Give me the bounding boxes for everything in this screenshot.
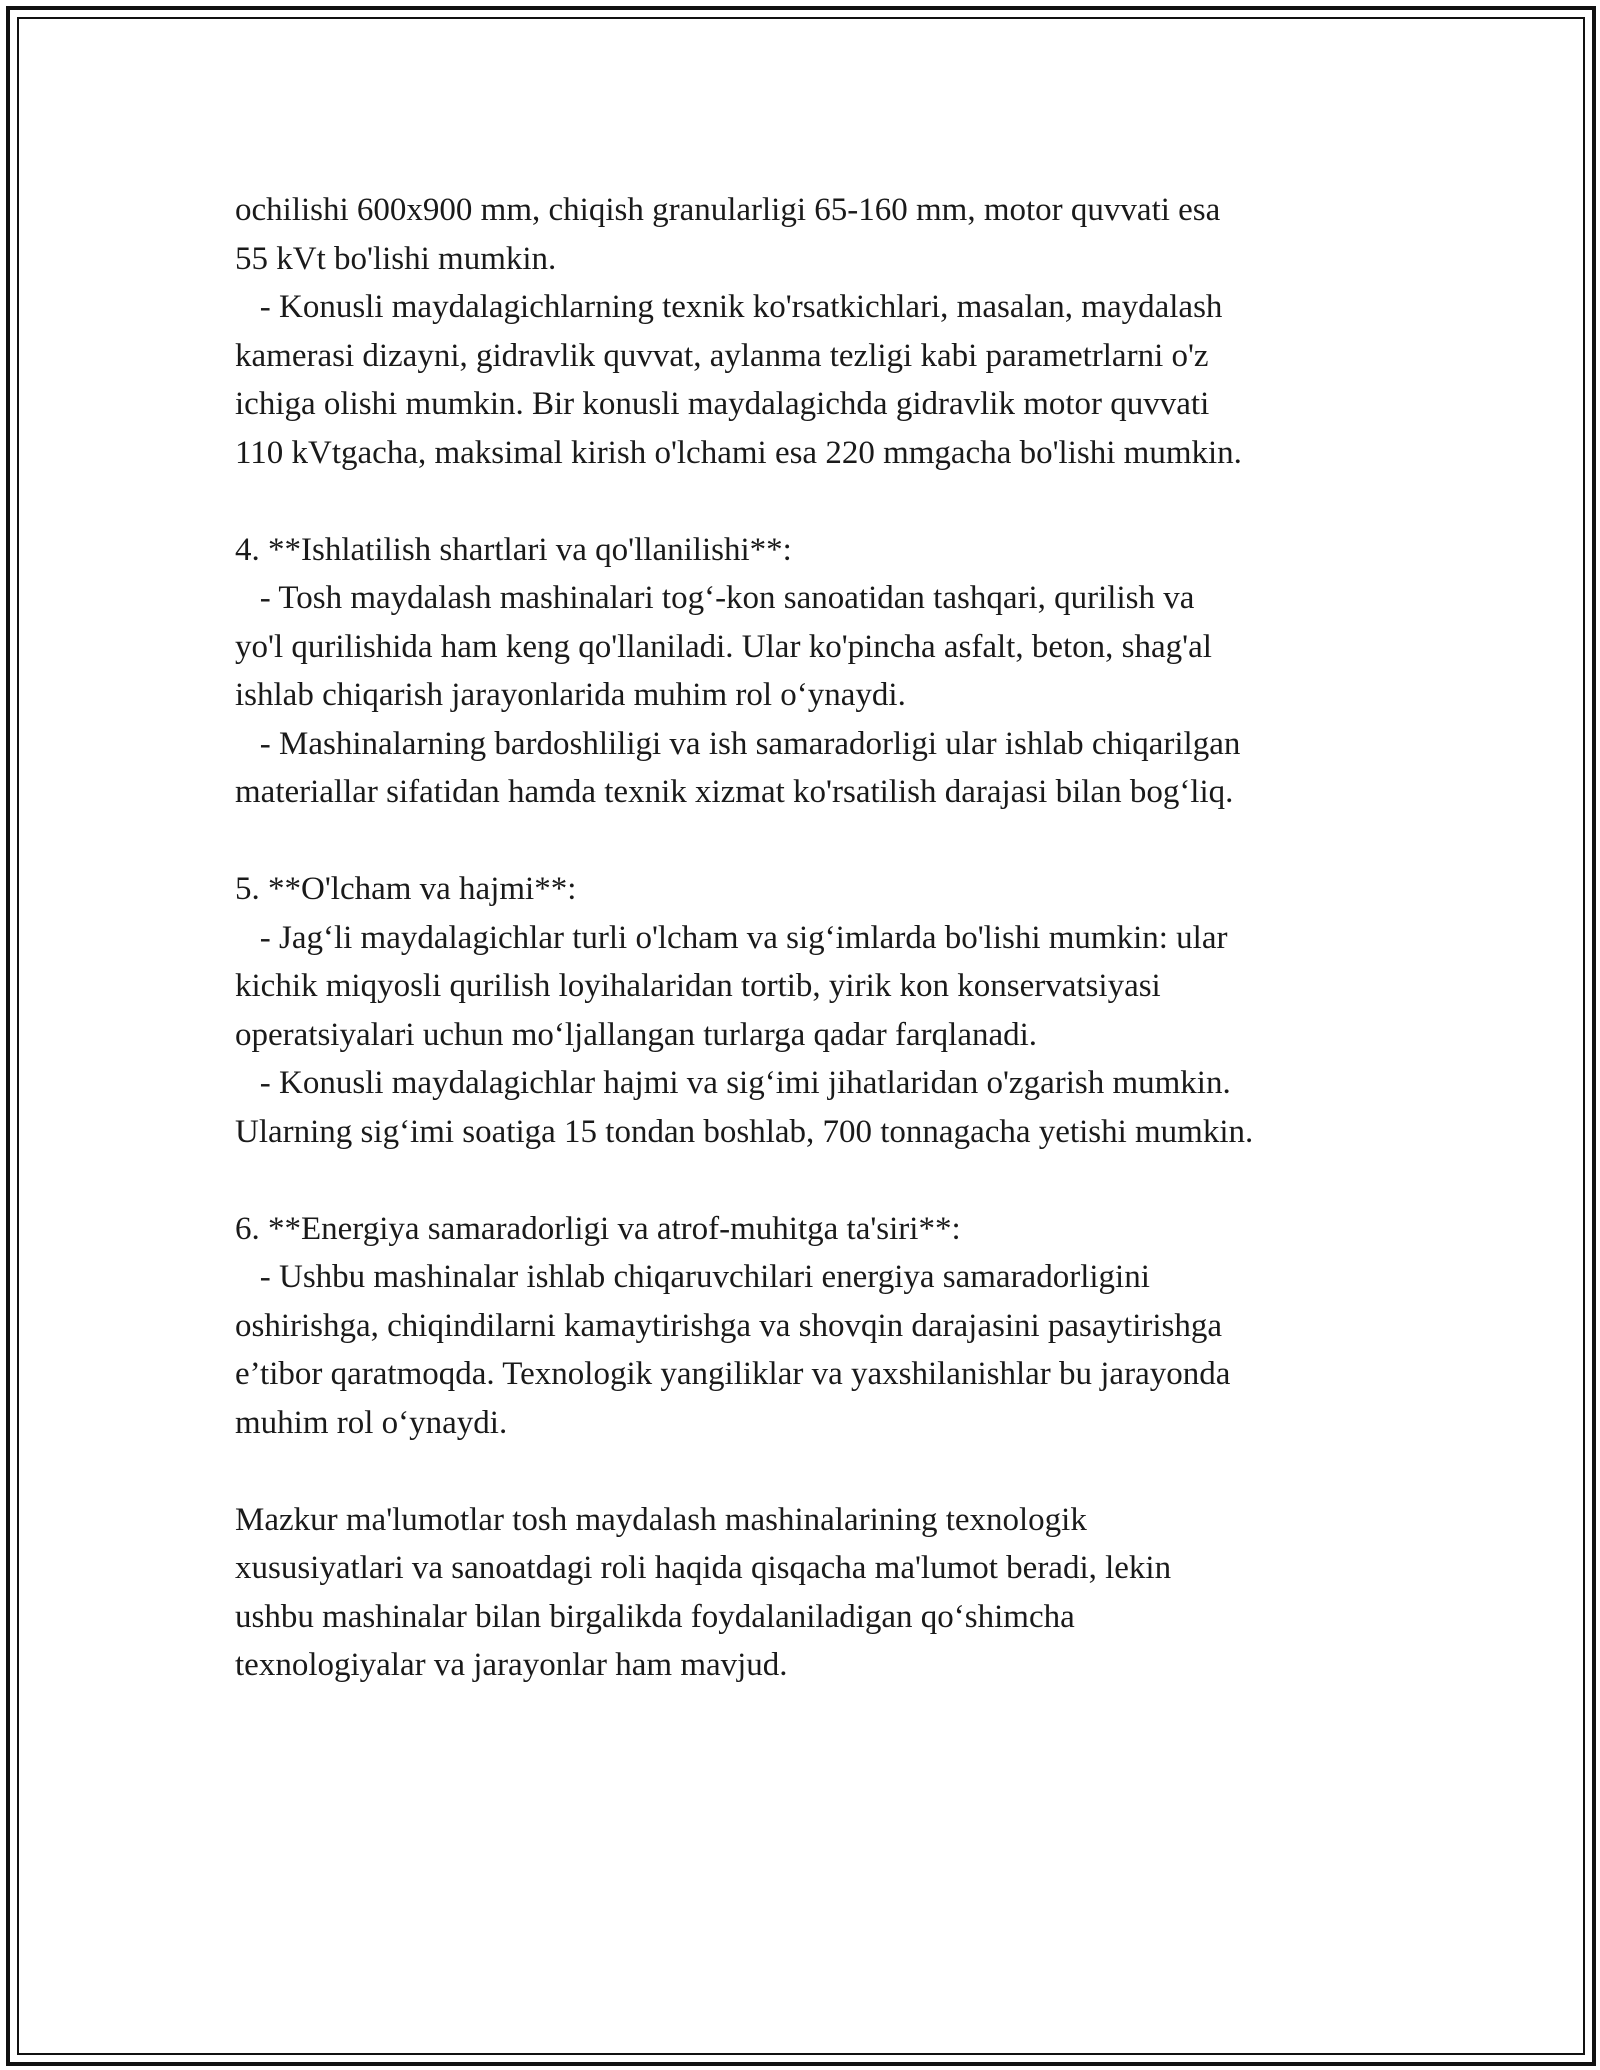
text-line: - Konusli maydalagichlar hajmi va sig‘imi jihatlaridan o'zgarish mumkin.: [235, 1065, 1231, 1101]
text-line: yo'l qurilishida ham keng qo'llaniladi. Ular ko'pincha asfalt, beton, shag'al: [235, 628, 1212, 665]
text-line: - Tosh maydalash mashinalari tog‘-kon sanoatidan tashqari, qurilish va: [235, 580, 1195, 616]
text-line: Mazkur ma'lumotlar tosh maydalash mashinalarining texnologik: [235, 1501, 1087, 1538]
text-line: 55 kVt bo'lishi mumkin.: [235, 240, 557, 277]
section-size-volume: [235, 865, 1405, 1156]
text-line: xususiyatlari va sanoatdagi roli haqida qisqacha ma'lumot beradi, lekin: [235, 1550, 1172, 1586]
text-line: e’tibor qaratmoqda. Texnologik yangiliklar va yaxshilanishlar bu jarayonda: [235, 1356, 1231, 1392]
text-line: - Jag‘li maydalagichlar turli o'lcham va sig‘imlarda bo'lishi mumkin: ular: [235, 919, 1228, 956]
paragraph-gap: [235, 817, 1405, 866]
text-line: oshirishga, chiqindilarni kamaytirishga va shovqin darajasini pasaytirishga: [235, 1307, 1223, 1344]
text-line: 110 kVtgacha, maksimal kirish o'lchami esa 220 mmgacha bo'lishi mumkin.: [235, 434, 1242, 471]
paragraph-gap: [235, 1156, 1405, 1205]
text-line: operatsiyalari uchun mo‘ljallangan turlarga qadar farqlanadi.: [235, 1016, 1038, 1053]
text-line: - Mashinalarning bardoshliligi va ish samaradorligi ular ishlab chiqarilgan: [235, 725, 1241, 762]
text-line: materiallar sifatidan hamda texnik xizmat ko'rsatilish darajasi bilan bog‘liq.: [235, 774, 1234, 810]
text-line: - Konusli maydalagichlarning texnik ko'rsatkichlari, masalan, maydalash: [235, 289, 1223, 325]
paragraph-conclusion: [235, 1496, 1405, 1690]
section-usage-conditions: [235, 526, 1405, 817]
text-line: - Ushbu mashinalar ishlab chiqaruvchilari energiya samaradorligini: [235, 1259, 1150, 1295]
document-body: [235, 186, 1405, 1690]
paragraph-crusher-specs: [235, 186, 1405, 477]
text-line: ushbu mashinalar bilan birgalikda foydalaniladigan qo‘shimcha: [235, 1598, 1075, 1635]
text-line: ichiga olishi mumkin. Bir konusli maydalagichda gidravlik motor quvvati: [235, 386, 1210, 422]
text-line: ochilishi 600x900 mm, chiqish granularligi 65-160 mm, motor quvvati esa: [235, 192, 1221, 228]
text-line: kamerasi dizayni, gidravlik quvvat, aylanma tezligi kabi parametrlarni o'z: [235, 337, 1209, 374]
paragraph-gap: [235, 1447, 1405, 1496]
paragraph-gap: [235, 477, 1405, 526]
text-line: texnologiyalar va jarayonlar ham mavjud.: [235, 1647, 788, 1683]
section-heading: 4. **Ishlatilish shartlari va qo'llanilishi**:: [235, 531, 792, 568]
section-heading: 5. **O'lcham va hajmi**:: [235, 871, 577, 907]
section-heading: 6. **Energiya samaradorligi va atrof-muhitga ta'siri**:: [235, 1210, 961, 1247]
text-line: ishlab chiqarish jarayonlarida muhim rol o‘ynaydi.: [235, 677, 906, 713]
text-line: kichik miqyosli qurilish loyihalaridan tortib, yirik kon konservatsiyasi: [235, 968, 1161, 1004]
section-energy-efficiency: [235, 1205, 1405, 1448]
text-line: Ularning sig‘imi soatiga 15 tondan boshlab, 700 tonnagacha yetishi mumkin.: [235, 1113, 1254, 1150]
text-line: muhim rol o‘ynaydi.: [235, 1404, 508, 1441]
